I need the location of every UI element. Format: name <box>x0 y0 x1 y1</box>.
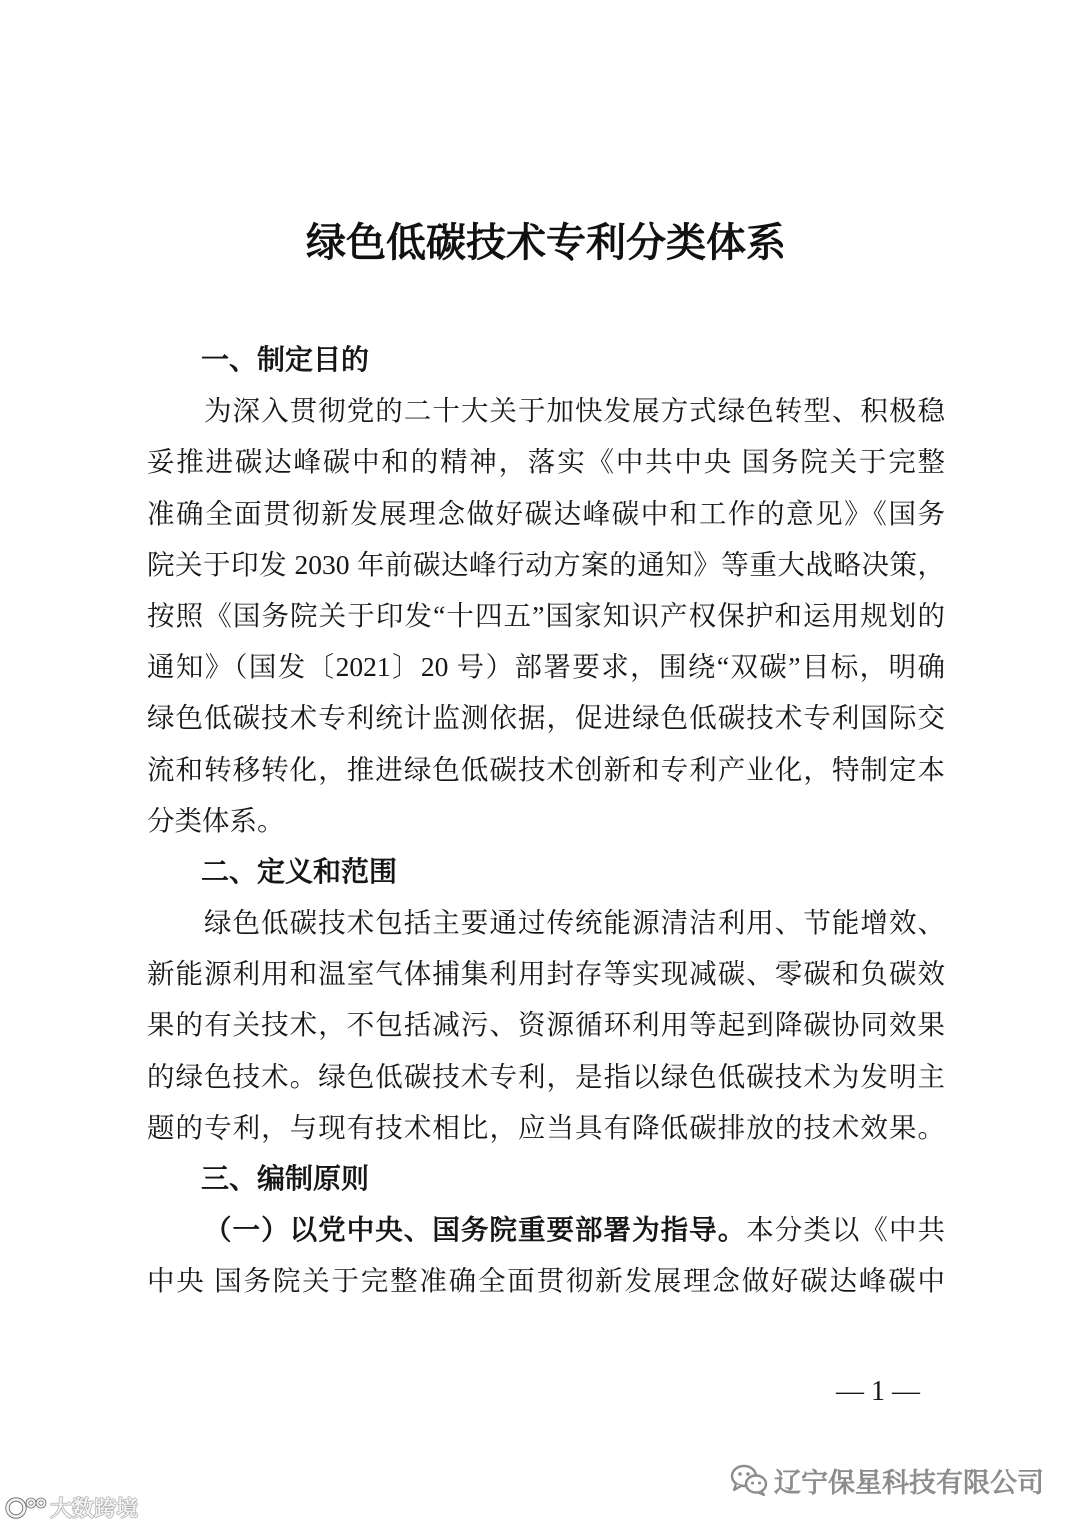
principle-subheading: （一）以党中央、国务院重要部署为指导。 <box>204 1214 747 1246</box>
section-heading: 二、定义和范围 <box>201 855 398 887</box>
paragraph-line: 的绿色技术。绿色低碳技术专利，是指以绿色低碳技术为发明主 <box>147 1060 945 1092</box>
publisher-watermark <box>730 1460 1044 1500</box>
section-definition-scope <box>147 846 945 1153</box>
paragraph-line: 按照《国务院关于印发“十四五”国家知识产权保护和运用规划的 <box>147 599 945 631</box>
paragraph-line: 流和转移转化，推进绿色低碳技术创新和专利产业化，特制定本 <box>147 753 945 785</box>
wechat-icon <box>730 1463 768 1497</box>
paragraph-text: 本分类以《中共 <box>746 1214 946 1246</box>
section-principles <box>147 1153 945 1307</box>
paragraph-line: 为深入贯彻党的二十大关于加快发展方式绿色转型、积极稳 <box>204 395 945 427</box>
source-logo-icon <box>4 1495 48 1519</box>
paragraph-line: 准确全面贯彻新发展理念做好碳达峰碳中和工作的意见》《国务 <box>147 497 945 529</box>
paragraph-line: 妥推进碳达峰碳中和的精神，落实《中共中央 国务院关于完整 <box>147 446 945 478</box>
paragraph-line: 中央 国务院关于完整准确全面贯彻新发展理念做好碳达峰碳中 <box>147 1265 945 1297</box>
paragraph-line: 果的有关技术，不包括减污、资源循环利用等起到降碳协同效果 <box>147 1009 945 1041</box>
paragraph-line: 分类体系。 <box>147 804 285 836</box>
document-title: 绿色低碳技术专利分类体系 <box>306 220 786 265</box>
section-heading: 一、制定目的 <box>201 344 370 375</box>
source-watermark <box>4 1494 138 1520</box>
paragraph-line: 绿色低碳技术专利统计监测依据，促进绿色低碳技术专利国际交 <box>147 702 945 734</box>
paragraph-line: 院关于印发 2030 年前碳达峰行动方案的通知》等重大战略决策， <box>147 548 945 580</box>
page-number: — 1 — <box>836 1376 920 1407</box>
paragraph-line: 绿色低碳技术包括主要通过传统能源清洁利用、节能增效、 <box>204 907 945 939</box>
paragraph-line: 新能源利用和温室气体捕集利用封存等实现减碳、零碳和负碳效 <box>147 958 945 990</box>
section-purpose <box>147 334 945 846</box>
paragraph-line-with-subheading <box>147 1204 945 1255</box>
paragraph-line: 通知》（国发〔2021〕20 号）部署要求，围绕“双碳”目标，明确 <box>147 651 945 683</box>
section-heading: 三、编制原则 <box>201 1163 370 1194</box>
publisher-name: 辽宁保星科技有限公司 <box>774 1467 1044 1498</box>
source-name: 大数跨境 <box>50 1495 139 1521</box>
paragraph-line: 题的专利，与现有技术相比，应当具有降低碳排放的技术效果。 <box>147 1111 945 1143</box>
document-body <box>147 334 945 1307</box>
